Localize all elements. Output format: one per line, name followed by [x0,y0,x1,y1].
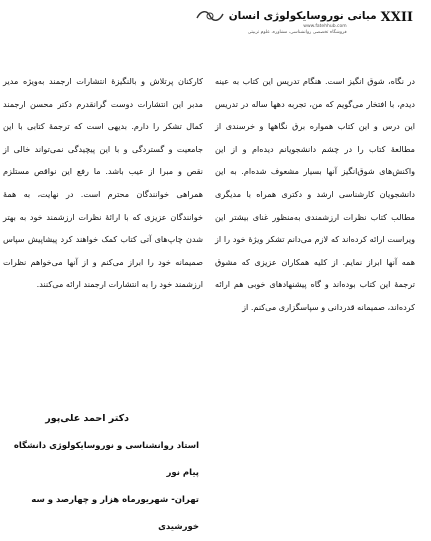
header-title-row [195,8,377,24]
book-title: مبانی نوروسایکولوژی انسان [228,10,377,22]
text-column-right [215,70,415,319]
paragraph-left: کارکنان پرتلاش و بالنگیزهٔ انتشارات ارجمند به‌ویژه مدیر مدبر این انتشارات دوست گرانقدرم دکتر محسن ارجمند کمال تشکر را دارم. بدیهی است که ترجمهٔ کتابی با این جامعیت و گستردگی و با این پیچیدگی نمی‌تواند خالی از نقص و مبرا از عیب باشد. ما رفع این نواقص مستلزم همراهی خوانندگان محترم است. در نهایت، به همهٔ خوانندگان عزیزی که با ارائهٔ نظرات ارزشمند خود به بهتر شدن چاپ‌های آتی کتاب کمک خواهند کرد پیشاپیش سپاس صمیمانه خود را ابراز می‌کنم و از آنها می‌خواهم نظرات ارزشمند خود را به انتشارات ارجمند ارائه می‌کنند. [3,76,203,290]
site-tagline: فروشگاه تخصصی روانشناسی، مشاوره، علوم تربیتی [247,30,347,35]
page-number: XXII [380,10,413,25]
signature-position: استاد روانشناسی و نوروسایکولوژی دانشگاه پیام نور [13,441,199,478]
fateh-logo-icon [195,8,225,24]
text-column-left [3,70,203,296]
signature-block [9,405,199,541]
site-url: www.fatehhub.com [303,24,347,29]
header-title-block [195,8,377,36]
page-header [18,8,413,42]
signature-name: دکتر احمد علی‌پور [45,413,129,424]
signature-date: تهران- شهریورماه هزار و چهارصد و سه خورشیدی [31,495,199,532]
paragraph-right: در نگاه، شوق انگیز است. هنگام تدریس این کتاب به عینه دیدم، با افتخار می‌گویم که من، تجربه دهها ساله در تدریس این درس و این کتاب همواره برق نگاهها و خرسندی از مطالعهٔ کتاب را در چشم دانشجویانم دیده‌ام و از این واکنش‌های شوق‌انگیز آنها بسیار مشعوف شده‌ام. به این دانشجویان کارشناسی ارشد و دکتری همراه با مدیگری مطالب کتاب نظرات ارزشمندی به‌منظور غنای بیشتر این ویراست ارائه کرده‌اند که لازم می‌دانم تشکر ویژهٔ خود را از همه آنها ابراز نمایم. از کلیه همکاران عزیزی که مشوق ترجمهٔ این کتاب بوده‌اند و گاه پیشنهادهای خوبی هم ارائه کرده‌اند، صمیمانه قدردانی و سپاسگزاری می‌کنم. از [215,76,415,312]
